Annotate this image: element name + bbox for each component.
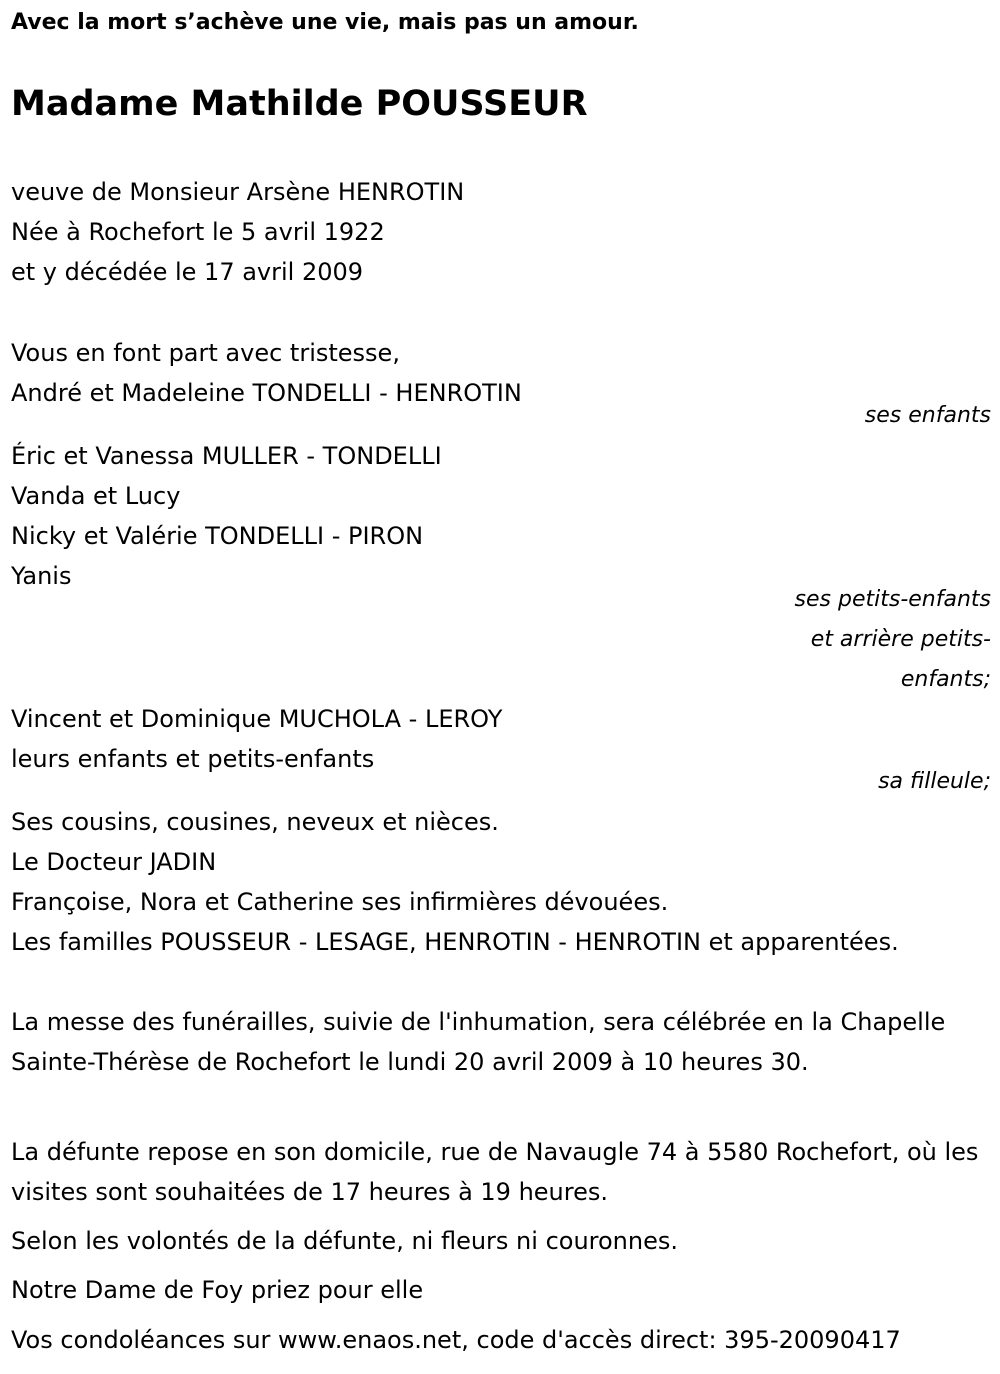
condolences-info: Vos condoléances sur www.enaos.net, code d'accès direct: 395-20090417 xyxy=(11,1326,901,1354)
widow-of-line: veuve de Monsieur Arsène HENROTIN xyxy=(11,178,465,206)
deceased-name: Madame Mathilde POUSSEUR xyxy=(11,84,588,124)
visitation-info: La défunte repose en son domicile, rue de Navaugle 74 à 5580 Rochefort, où les visites sont souhaitées de 17 heures à 19 heures. xyxy=(11,1138,979,1206)
family-name-line: Nicky et Valérie TONDELLI - PIRON xyxy=(11,522,424,550)
role-line: ses petits-enfants xyxy=(794,587,991,612)
children-role: ses enfants xyxy=(864,403,991,428)
grandchildren-block xyxy=(11,436,442,596)
flowers-info: Selon les volontés de la défunte, ni fleurs ni couronnes. xyxy=(11,1227,678,1255)
epigraph: Avec la mort s’achève une vie, mais pas un amour. xyxy=(11,10,639,35)
funeral-info: La messe des funérailles, suivie de l'inhumation, sera célébrée en la Chapelle Sainte-Thérèse de Rochefort le lundi 20 avril 2009 à 10 heures 30. xyxy=(11,1008,946,1076)
prayer-line: Notre Dame de Foy priez pour elle xyxy=(11,1276,424,1304)
family-name-line: Vincent et Dominique MUCHOLA - LEROY xyxy=(11,705,503,733)
mourner-line: Le Docteur JADIN xyxy=(11,848,217,876)
mourner-line: Françoise, Nora et Catherine ses infirmières dévouées. xyxy=(11,888,669,916)
family-name-line: Éric et Vanessa MULLER - TONDELLI xyxy=(11,442,442,470)
family-name-line: Vanda et Lucy xyxy=(11,482,181,510)
other-mourners-block xyxy=(11,802,899,962)
deceased-details xyxy=(11,172,464,292)
announcement-intro: Vous en font part avec tristesse, xyxy=(11,339,400,367)
birth-line: Née à Rochefort le 5 avril 1922 xyxy=(11,218,385,246)
role-line: et arrière petits- xyxy=(810,627,991,652)
role-line: enfants; xyxy=(900,667,991,692)
mourner-line: Les familles POUSSEUR - LESAGE, HENROTIN - HENROTIN et apparentées. xyxy=(11,928,899,956)
mourner-line: Ses cousins, cousines, neveux et nièces. xyxy=(11,808,499,836)
family-name-line: leurs enfants et petits-enfants xyxy=(11,745,375,773)
grandchildren-role xyxy=(795,580,991,700)
goddaughter-block xyxy=(11,699,502,779)
children-block xyxy=(11,333,522,413)
family-name-line: André et Madeleine TONDELLI - HENROTIN xyxy=(11,379,522,407)
family-name-line: Yanis xyxy=(11,562,72,590)
goddaughter-role: sa filleule; xyxy=(878,769,991,794)
death-line: et y décédée le 17 avril 2009 xyxy=(11,258,364,286)
